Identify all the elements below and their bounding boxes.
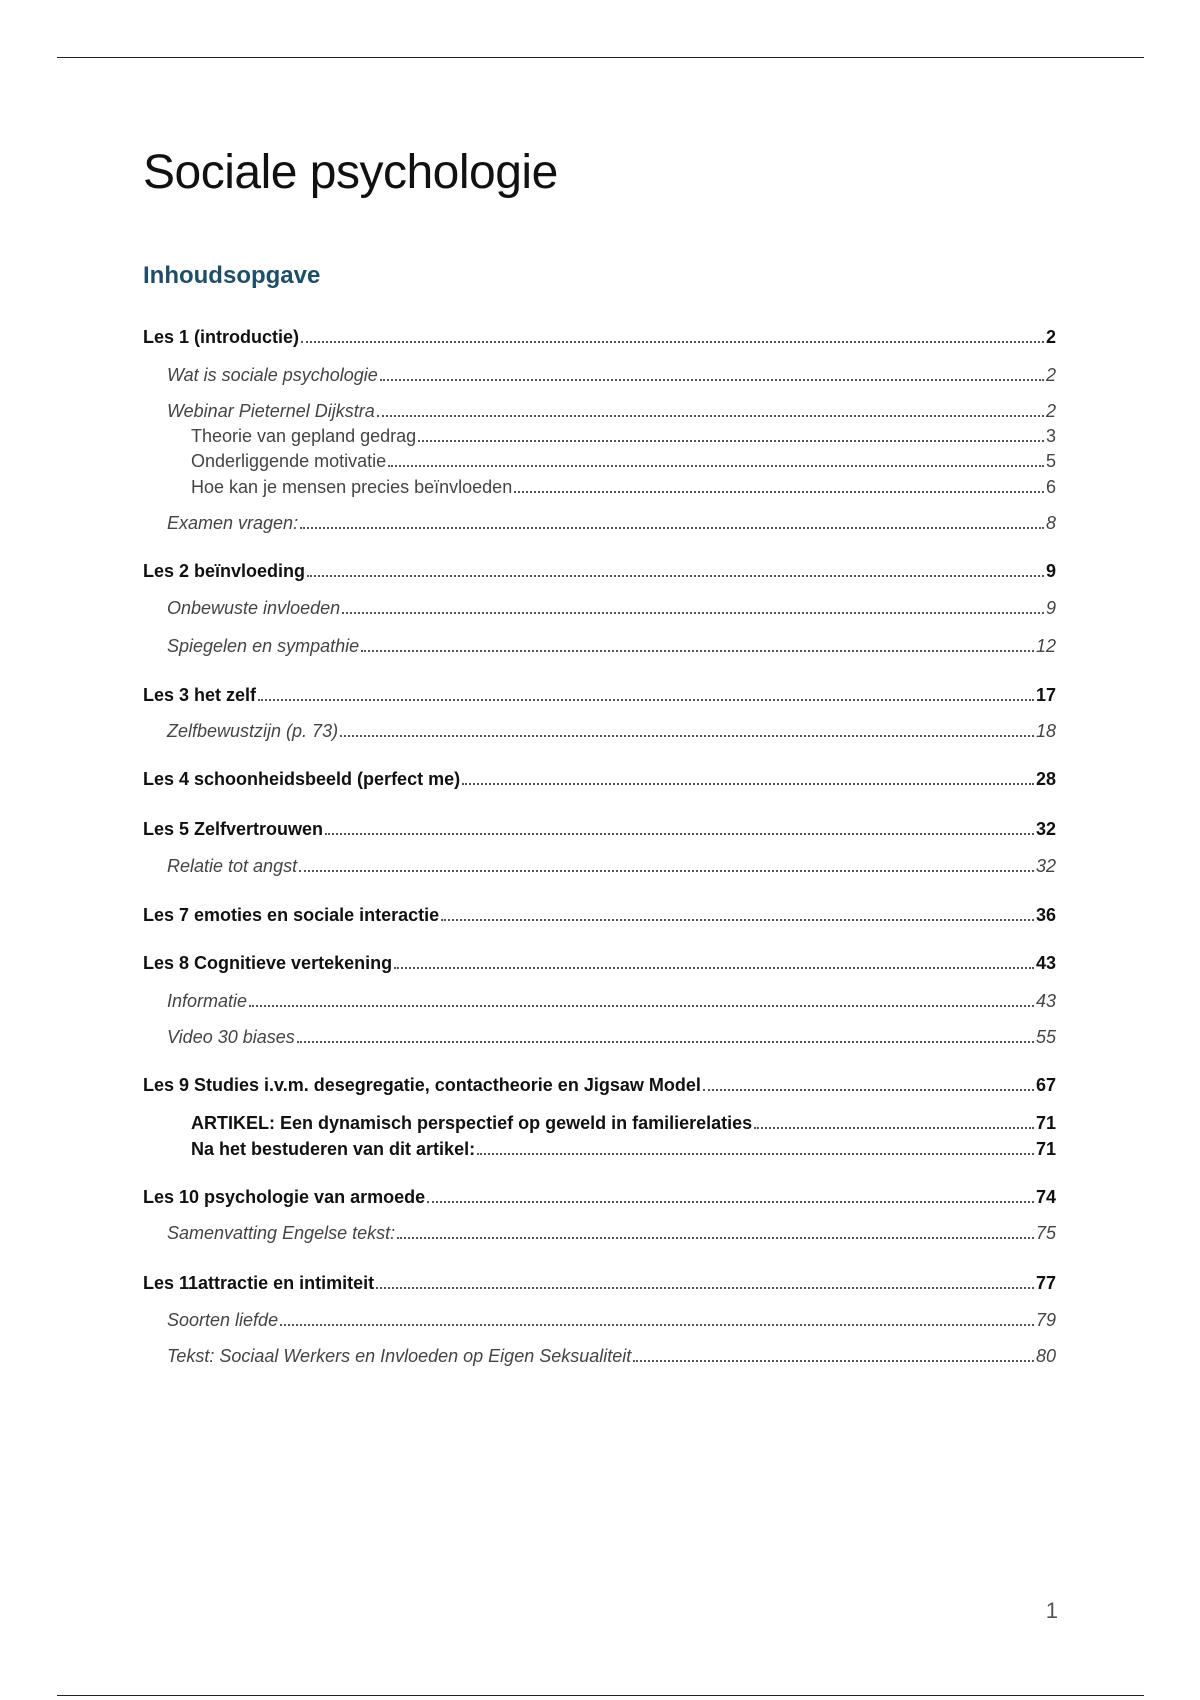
toc-entry-label: Les 9 Studies i.v.m. desegregatie, contactheorie en Jigsaw Model [143, 1075, 701, 1095]
toc-leader-dots [380, 379, 1044, 381]
toc-leader-dots [388, 465, 1044, 467]
toc-entry-webinar[interactable] [143, 398, 1056, 422]
toc-entry-tekst-sociaal-werkers[interactable] [143, 1343, 1056, 1367]
toc-heading: Inhoudsopgave [143, 262, 321, 289]
toc-entry-page: 71 [1035, 1113, 1056, 1133]
toc-entry-page: 2 [1045, 327, 1056, 347]
toc-entry-na-bestuderen-artikel[interactable] [143, 1136, 1056, 1160]
toc-entry-les-8[interactable] [143, 950, 1056, 974]
toc-leader-dots [377, 415, 1044, 417]
toc-leader-dots [514, 491, 1044, 493]
toc-entry-page: 77 [1035, 1273, 1056, 1293]
toc-entry-les-9[interactable] [143, 1072, 1056, 1096]
toc-entry-label: Relatie tot angst [167, 856, 298, 876]
toc-entry-soorten-liefde[interactable] [143, 1307, 1056, 1331]
toc-entry-page: 43 [1035, 991, 1056, 1011]
toc-entry-label: Les 10 psychologie van armoede [143, 1187, 426, 1207]
toc-entry-page: 3 [1045, 426, 1056, 446]
toc-leader-dots [754, 1127, 1034, 1129]
toc-entry-page: 75 [1035, 1223, 1056, 1243]
toc-entry-zelfbewustzijn[interactable] [143, 718, 1056, 742]
toc-leader-dots [342, 612, 1044, 614]
toc-leader-dots [462, 783, 1034, 785]
toc-entry-label: Tekst: Sociaal Werkers en Invloeden op Eigen Seksualiteit [167, 1346, 632, 1366]
toc-entry-page: 9 [1045, 598, 1056, 618]
toc-entry-les-4[interactable] [143, 766, 1056, 790]
toc-leader-dots [307, 575, 1044, 577]
toc-leader-dots [376, 1287, 1034, 1289]
toc-leader-dots [633, 1360, 1034, 1362]
toc-entry-page: 8 [1045, 513, 1056, 533]
toc-entry-video-30-biases[interactable] [143, 1024, 1056, 1048]
toc-leader-dots [249, 1005, 1034, 1007]
toc-leader-dots [297, 1041, 1034, 1043]
toc-entry-page: 67 [1035, 1075, 1056, 1095]
toc-entry-page: 28 [1035, 769, 1056, 789]
toc-entry-page: 12 [1035, 636, 1056, 656]
toc-leader-dots [340, 735, 1034, 737]
toc-entry-label: Informatie [167, 991, 248, 1011]
toc-entry-page: 9 [1045, 561, 1056, 581]
toc-entry-label: Examen vragen: [167, 513, 299, 533]
toc-entry-label: Les 3 het zelf [143, 685, 257, 705]
toc-leader-dots [280, 1324, 1034, 1326]
toc-entry-informatie[interactable] [143, 988, 1056, 1012]
toc-entry-label: Video 30 biases [167, 1027, 295, 1047]
toc-entry-page: 55 [1035, 1027, 1056, 1047]
toc-leader-dots [397, 1237, 1034, 1239]
toc-entry-label: Na het bestuderen van dit artikel: [191, 1139, 476, 1159]
toc-entry-page: 5 [1045, 451, 1056, 471]
toc-entry-page: 2 [1045, 401, 1056, 421]
toc-entry-page: 79 [1035, 1310, 1056, 1330]
toc-entry-les-2[interactable] [143, 558, 1056, 582]
toc-entry-label: Les 8 Cognitieve vertekening [143, 953, 393, 973]
toc-entry-label: Webinar Pieternel Dijkstra [167, 401, 375, 421]
toc-entry-onderliggende-motivatie[interactable] [143, 448, 1056, 472]
toc-leader-dots [258, 699, 1034, 701]
toc-entry-label: Les 5 Zelfvertrouwen [143, 819, 324, 839]
toc-entry-label: Les 4 schoonheidsbeeld (perfect me) [143, 769, 461, 789]
toc-leader-dots [441, 919, 1034, 921]
toc-entry-label: ARTIKEL: Een dynamisch perspectief op geweld in familierelaties [191, 1113, 753, 1133]
toc-entry-page: 74 [1035, 1187, 1056, 1207]
toc-leader-dots [427, 1201, 1034, 1203]
toc-leader-dots [477, 1153, 1034, 1155]
toc-entry-relatie-tot-angst[interactable] [143, 853, 1056, 877]
toc-entry-onbewuste-invloeden[interactable] [143, 595, 1056, 619]
toc-entry-page: 32 [1035, 819, 1056, 839]
toc-entry-page: 2 [1045, 365, 1056, 385]
toc-entry-label: Wat is sociale psychologie [167, 365, 378, 385]
toc-entry-label: Onbewuste invloeden [167, 598, 341, 618]
toc-entry-artikel-geweld[interactable] [143, 1110, 1056, 1134]
toc-entry-les-1[interactable] [143, 324, 1056, 348]
toc-entry-theorie-gepland-gedrag[interactable] [143, 423, 1056, 447]
toc-entry-label: Theorie van gepland gedrag [191, 426, 417, 446]
toc-entry-mensen-beinvloeden[interactable] [143, 474, 1056, 498]
toc-entry-label: Soorten liefde [167, 1310, 279, 1330]
toc-entry-page: 17 [1035, 685, 1056, 705]
toc-entry-wat-is-sociale-psychologie[interactable] [143, 362, 1056, 386]
toc-leader-dots [301, 341, 1044, 343]
toc-entry-les-7[interactable] [143, 902, 1056, 926]
toc-entry-page: 43 [1035, 953, 1056, 973]
toc-entry-spiegelen-sympathie[interactable] [143, 633, 1056, 657]
toc-entry-label: Zelfbewustzijn (p. 73) [167, 721, 339, 741]
toc-entry-page: 18 [1035, 721, 1056, 741]
toc-entry-label: Samenvatting Engelse tekst: [167, 1223, 396, 1243]
toc-entry-label: Spiegelen en sympathie [167, 636, 360, 656]
toc-leader-dots [300, 527, 1044, 529]
toc-entry-les-3[interactable] [143, 682, 1056, 706]
header-rule [57, 57, 1144, 58]
toc-entry-les-11[interactable] [143, 1270, 1056, 1294]
toc-entry-les-5[interactable] [143, 816, 1056, 840]
toc-entry-label: Onderliggende motivatie [191, 451, 387, 471]
page-number: 1 [1045, 1598, 1058, 1623]
toc-entry-samenvatting-engelse-tekst[interactable] [143, 1220, 1056, 1244]
toc-entry-page: 71 [1035, 1139, 1056, 1159]
toc-entry-label: Les 7 emoties en sociale interactie [143, 905, 440, 925]
document-title: Sociale psychologie [143, 146, 558, 199]
toc-entry-label: Les 2 beïnvloeding [143, 561, 306, 581]
toc-entry-page: 6 [1045, 477, 1056, 497]
toc-entry-label: Les 11attractie en intimiteit [143, 1273, 375, 1293]
toc-entry-label: Les 1 (introductie) [143, 327, 300, 347]
toc-entry-les-10[interactable] [143, 1184, 1056, 1208]
toc-leader-dots [703, 1089, 1034, 1091]
toc-leader-dots [394, 967, 1034, 969]
toc-entry-page: 80 [1035, 1346, 1056, 1366]
toc-entry-page: 36 [1035, 905, 1056, 925]
toc-leader-dots [361, 650, 1034, 652]
toc-leader-dots [325, 833, 1034, 835]
toc-entry-examen-vragen[interactable] [143, 510, 1056, 534]
toc-entry-page: 32 [1035, 856, 1056, 876]
toc-leader-dots [418, 440, 1044, 442]
footer-rule [57, 1695, 1144, 1696]
toc-entry-label: Hoe kan je mensen precies beïnvloeden [191, 477, 513, 497]
toc-leader-dots [299, 870, 1034, 872]
